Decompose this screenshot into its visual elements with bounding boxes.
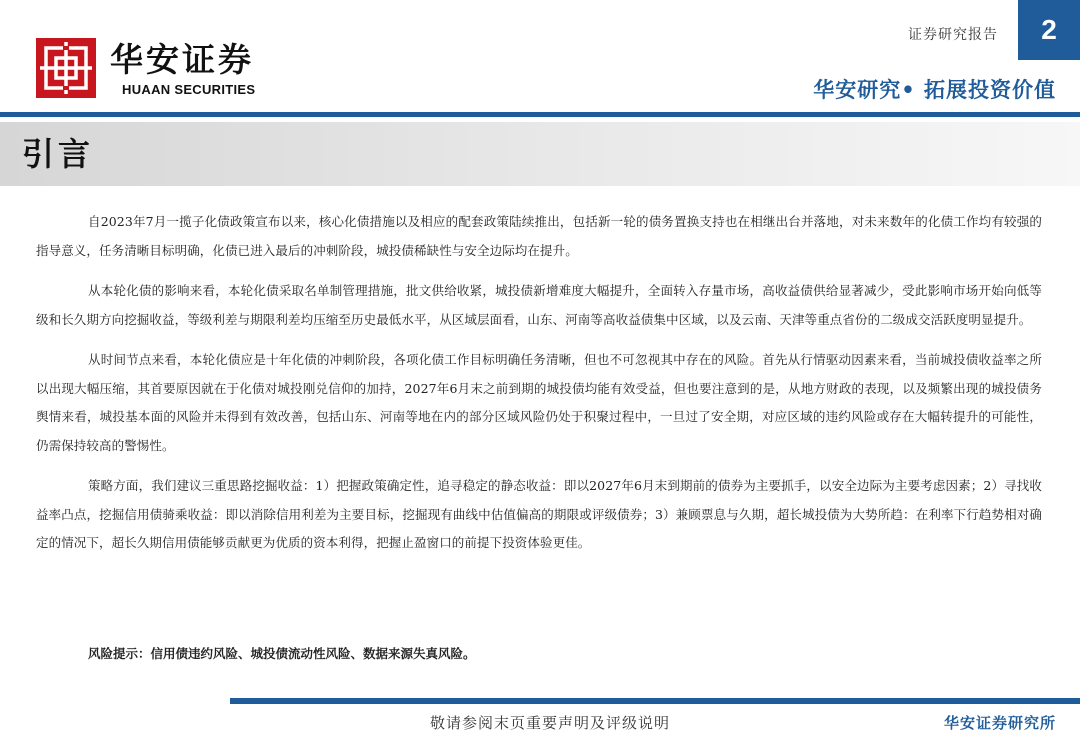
- header-slogan: 华安研究• 拓展投资价值: [813, 77, 1056, 102]
- paragraph: 从本轮化债的影响来看，本轮化债采取名单制管理措施，批文供给收紧，城投债新增难度大幅提升，全面转入存量市场，高收益债供给显著减少，受此影响市场开始向低等级和长久期方向挖掘收益，等级利差与期限利差均压缩至历史最低水平，从区域层面看，山东、河南等高收益债集中区域，以及云南、天津等重点省份的二级成交活跃度明显提升。: [36, 283, 1042, 327]
- report-type-label: 证券研究报告: [908, 27, 998, 43]
- footer-divider: [230, 698, 1080, 704]
- brand-name-cn: 华安证券: [110, 40, 254, 79]
- brand-name-en: HUAAN SECURITIES: [122, 82, 256, 97]
- paragraph: 从时间节点来看，本轮化债应是十年化债的冲刺阶段，各项化债工作目标明确任务清晰，但也不可忽视其中存在的风险。首先从行情驱动因素来看，当前城投债收益率之所以出现大幅压缩，其首要原因就在于化债对城投刚兑信仰的加持，2027年6月末之前到期的城投债均能有效受益，但也要注意到的是，从地方财政的表现，以及频繁出现的城投债务舆情来看，城投基本面的风险并未得到有效改善，包括山东、河南等地在内的部分区域风险仍处于积聚过程中，一旦过了安全期，对应区域的违约风险或存在大幅转提升的可能性，仍需保持较高的警惕性。: [36, 352, 1042, 453]
- footer-brand: 华安证券研究所: [943, 714, 1056, 732]
- page-number-badge: 2: [1018, 0, 1080, 60]
- paragraph: 自2023年7月一揽子化债政策宣布以来，核心化债措施以及相应的配套政策陆续推出，包括新一轮的债务置换支持也在相继出台并落地，对未来数年的化债工作均有较强的指导意义，任务清晰目标明确，化债已进入最后的冲刺阶段，城投债稀缺性与安全边际均在提升。: [36, 214, 1042, 258]
- footer-disclaimer: 敬请参阅末页重要声明及评级说明: [430, 714, 671, 732]
- section-header-bar: [0, 122, 1080, 186]
- section-title: 引言: [22, 135, 95, 173]
- body-content: [36, 208, 1042, 570]
- risk-warning: 风险提示：信用债违约风险、城投债流动性风险、数据来源失真风险。: [88, 646, 476, 661]
- huaan-logo-icon: [36, 38, 96, 98]
- paragraph: 策略方面，我们建议三重思路挖掘收益：1）把握政策确定性，追寻稳定的静态收益：即以2027年6月末到期前的债券为主要抓手，以安全边际为主要考虑因素；2）寻找收益率凸点，挖掘信用债骑乘收益：即以消除信用利差为主要目标，挖掘现有曲线中估值偏高的期限或评级债券；3）兼顾票息与久期，超长城投债为大势所趋：在利率下行趋势相对确定的情况下，超长久期信用债能够贡献更为优质的资本利得，把握止盈窗口的前提下投资体验更佳。: [36, 478, 1042, 550]
- header-divider: [0, 112, 1080, 117]
